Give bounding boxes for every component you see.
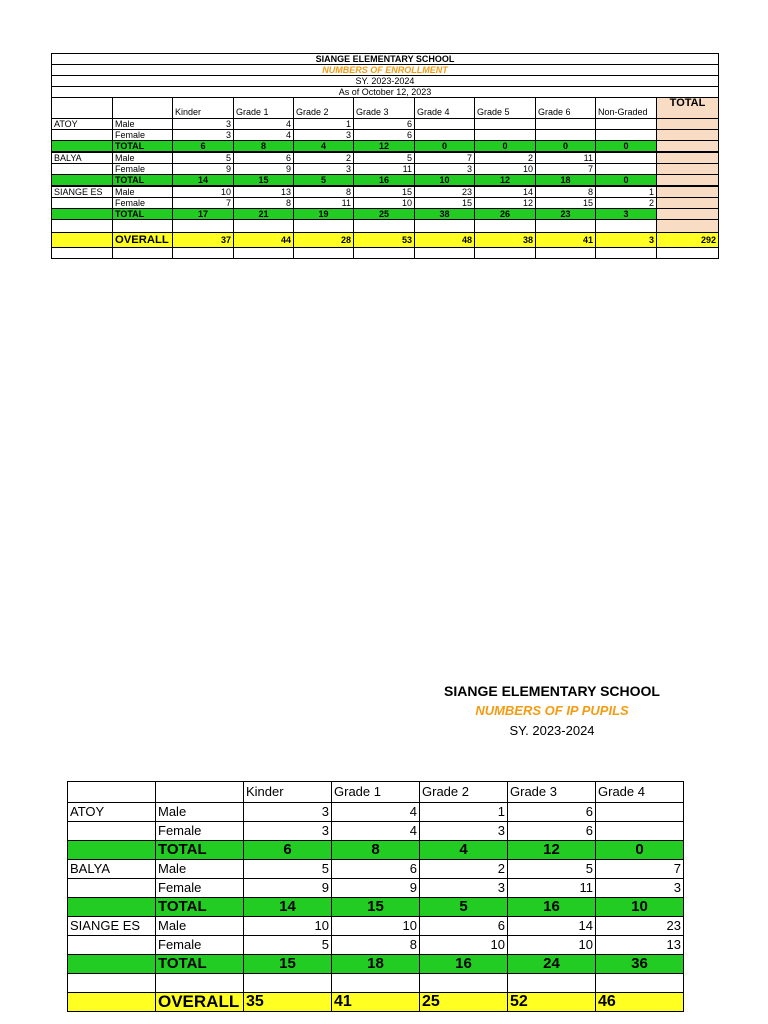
group-total-row bbox=[68, 955, 684, 974]
table-cell bbox=[657, 248, 719, 259]
row-label: Female bbox=[156, 822, 244, 841]
row-label: Male bbox=[113, 119, 173, 130]
value-cell: 36 bbox=[596, 955, 684, 974]
ip-subtitle: NUMBERS OF IP PUPILS bbox=[475, 703, 629, 718]
value-cell: 23 bbox=[536, 209, 596, 220]
value-cell: 6 bbox=[332, 860, 420, 879]
group-name bbox=[68, 898, 156, 917]
value-cell: 6 bbox=[244, 841, 332, 860]
value-cell: 6 bbox=[173, 141, 234, 153]
table-cell bbox=[52, 233, 113, 248]
table-cell bbox=[52, 220, 113, 233]
value-cell: 5 bbox=[294, 175, 354, 187]
row-label: Male bbox=[156, 803, 244, 822]
table-cell bbox=[596, 974, 684, 993]
value-cell: 7 bbox=[596, 860, 684, 879]
value-cell: 3 bbox=[420, 822, 508, 841]
value-cell bbox=[596, 119, 657, 130]
col-header: Grade 3 bbox=[354, 98, 415, 119]
row-label: TOTAL bbox=[113, 175, 173, 187]
table-cell bbox=[332, 974, 420, 993]
value-cell: 9 bbox=[234, 164, 294, 175]
overall-value: 35 bbox=[244, 993, 332, 1012]
value-cell: 5 bbox=[244, 936, 332, 955]
ip-school-name: SIANGE ELEMENTARY SCHOOL bbox=[444, 683, 660, 699]
overall-label: OVERALL bbox=[156, 993, 244, 1012]
value-cell: 7 bbox=[173, 198, 234, 209]
value-cell: 25 bbox=[354, 209, 415, 220]
table-cell bbox=[294, 248, 354, 259]
ip-school-year: SY. 2023-2024 bbox=[509, 723, 595, 738]
table-cell bbox=[415, 248, 475, 259]
col-header: Kinder bbox=[173, 98, 234, 119]
col-header: Non-Graded bbox=[596, 98, 657, 119]
table-row bbox=[68, 803, 684, 822]
value-cell: 10 bbox=[354, 198, 415, 209]
value-cell: 14 bbox=[475, 186, 536, 198]
value-cell: 23 bbox=[415, 186, 475, 198]
overall-value: 38 bbox=[475, 233, 536, 248]
value-cell: 15 bbox=[234, 175, 294, 187]
value-cell: 8 bbox=[332, 936, 420, 955]
row-label: Female bbox=[113, 130, 173, 141]
value-cell: 3 bbox=[294, 164, 354, 175]
enrollment-subtitle: NUMBERS OF ENROLLMENT bbox=[52, 65, 719, 76]
col-header: Kinder bbox=[244, 782, 332, 803]
value-cell: 14 bbox=[508, 917, 596, 936]
value-cell: 15 bbox=[415, 198, 475, 209]
value-cell: 9 bbox=[332, 879, 420, 898]
total-col-cell bbox=[657, 164, 719, 175]
value-cell: 6 bbox=[508, 822, 596, 841]
table-cell bbox=[294, 220, 354, 233]
col-header: Grade 4 bbox=[415, 98, 475, 119]
value-cell: 16 bbox=[508, 898, 596, 917]
value-cell: 5 bbox=[173, 152, 234, 164]
value-cell: 3 bbox=[420, 879, 508, 898]
value-cell: 3 bbox=[173, 130, 234, 141]
value-cell: 6 bbox=[354, 119, 415, 130]
row-label: Male bbox=[156, 860, 244, 879]
row-label: TOTAL bbox=[156, 841, 244, 860]
value-cell: 3 bbox=[596, 209, 657, 220]
enrollment-body bbox=[52, 119, 719, 259]
value-cell: 5 bbox=[508, 860, 596, 879]
ip-pupils-table bbox=[67, 781, 684, 1012]
value-cell: 8 bbox=[294, 186, 354, 198]
value-cell: 9 bbox=[244, 879, 332, 898]
value-cell: 10 bbox=[508, 936, 596, 955]
value-cell: 6 bbox=[234, 152, 294, 164]
table-cell bbox=[354, 220, 415, 233]
table-cell bbox=[244, 974, 332, 993]
blank-row bbox=[52, 220, 719, 233]
value-cell: 13 bbox=[596, 936, 684, 955]
row-label: TOTAL bbox=[113, 209, 173, 220]
table-cell bbox=[596, 248, 657, 259]
enrollment-header-row bbox=[52, 98, 719, 119]
total-col-cell bbox=[657, 175, 719, 187]
table-cell bbox=[508, 974, 596, 993]
value-cell: 2 bbox=[294, 152, 354, 164]
total-col-cell bbox=[657, 119, 719, 130]
group-name bbox=[52, 198, 113, 209]
value-cell: 1 bbox=[294, 119, 354, 130]
value-cell: 18 bbox=[536, 175, 596, 187]
group-name bbox=[68, 955, 156, 974]
table-row bbox=[68, 879, 684, 898]
total-col-cell bbox=[657, 141, 719, 153]
value-cell: 4 bbox=[332, 803, 420, 822]
value-cell: 38 bbox=[415, 209, 475, 220]
value-cell: 10 bbox=[475, 164, 536, 175]
value-cell: 10 bbox=[332, 917, 420, 936]
table-cell bbox=[173, 220, 234, 233]
col-header: Grade 3 bbox=[508, 782, 596, 803]
value-cell: 4 bbox=[234, 119, 294, 130]
total-col-cell bbox=[657, 186, 719, 198]
value-cell: 2 bbox=[420, 860, 508, 879]
total-col-cell bbox=[657, 209, 719, 220]
value-cell: 11 bbox=[354, 164, 415, 175]
value-cell: 1 bbox=[596, 186, 657, 198]
col-header: Grade 6 bbox=[536, 98, 596, 119]
row-label: TOTAL bbox=[113, 141, 173, 153]
col-header: Grade 2 bbox=[420, 782, 508, 803]
table-cell bbox=[536, 220, 596, 233]
row-label: Female bbox=[156, 879, 244, 898]
group-name: ATOY bbox=[52, 119, 113, 130]
value-cell bbox=[596, 164, 657, 175]
overall-label: OVERALL bbox=[113, 233, 173, 248]
value-cell: 9 bbox=[173, 164, 234, 175]
group-name: ATOY bbox=[68, 803, 156, 822]
table-cell bbox=[354, 248, 415, 259]
group-name bbox=[68, 879, 156, 898]
table-cell bbox=[596, 220, 657, 233]
value-cell: 2 bbox=[596, 198, 657, 209]
group-total-row bbox=[52, 141, 719, 153]
value-cell: 12 bbox=[354, 141, 415, 153]
table-cell bbox=[234, 220, 294, 233]
value-cell: 4 bbox=[420, 841, 508, 860]
value-cell: 0 bbox=[415, 141, 475, 153]
group-name bbox=[52, 164, 113, 175]
value-cell bbox=[415, 119, 475, 130]
value-cell: 3 bbox=[415, 164, 475, 175]
row-label: Male bbox=[156, 917, 244, 936]
value-cell: 10 bbox=[244, 917, 332, 936]
value-cell: 15 bbox=[354, 186, 415, 198]
value-cell: 8 bbox=[332, 841, 420, 860]
overall-value: 25 bbox=[420, 993, 508, 1012]
overall-row bbox=[52, 233, 719, 248]
value-cell: 12 bbox=[475, 198, 536, 209]
value-cell: 15 bbox=[332, 898, 420, 917]
total-col-cell bbox=[657, 152, 719, 164]
value-cell: 3 bbox=[244, 803, 332, 822]
group-name: SIANGE ES bbox=[52, 186, 113, 198]
value-cell: 0 bbox=[596, 175, 657, 187]
value-cell: 10 bbox=[173, 186, 234, 198]
overall-value: 37 bbox=[173, 233, 234, 248]
value-cell: 5 bbox=[354, 152, 415, 164]
table-cell bbox=[68, 974, 156, 993]
group-name bbox=[68, 841, 156, 860]
value-cell: 13 bbox=[234, 186, 294, 198]
value-cell: 0 bbox=[475, 141, 536, 153]
value-cell: 10 bbox=[596, 898, 684, 917]
grand-total: 292 bbox=[657, 233, 719, 248]
overall-value: 44 bbox=[234, 233, 294, 248]
table-cell bbox=[536, 248, 596, 259]
value-cell: 0 bbox=[596, 841, 684, 860]
value-cell: 24 bbox=[508, 955, 596, 974]
value-cell: 4 bbox=[234, 130, 294, 141]
value-cell: 1 bbox=[420, 803, 508, 822]
enrollment-school-name: SIANGE ELEMENTARY SCHOOL bbox=[52, 54, 719, 65]
group-name bbox=[68, 822, 156, 841]
table-cell bbox=[52, 248, 113, 259]
overall-value: 41 bbox=[332, 993, 420, 1012]
value-cell: 10 bbox=[415, 175, 475, 187]
row-label: Female bbox=[113, 198, 173, 209]
value-cell bbox=[536, 130, 596, 141]
value-cell: 14 bbox=[173, 175, 234, 187]
value-cell: 4 bbox=[294, 141, 354, 153]
col-header: Grade 2 bbox=[294, 98, 354, 119]
value-cell: 3 bbox=[173, 119, 234, 130]
table-row bbox=[52, 248, 719, 259]
value-cell: 6 bbox=[420, 917, 508, 936]
table-cell bbox=[415, 220, 475, 233]
value-cell bbox=[415, 130, 475, 141]
table-cell bbox=[420, 974, 508, 993]
table-row bbox=[52, 119, 719, 130]
overall-value: 52 bbox=[508, 993, 596, 1012]
value-cell: 8 bbox=[536, 186, 596, 198]
col-header: Grade 1 bbox=[332, 782, 420, 803]
table-cell bbox=[173, 248, 234, 259]
ip-header-row bbox=[68, 782, 684, 803]
value-cell: 26 bbox=[475, 209, 536, 220]
overall-value: 48 bbox=[415, 233, 475, 248]
col-header: Grade 4 bbox=[596, 782, 684, 803]
overall-value: 3 bbox=[596, 233, 657, 248]
group-name bbox=[52, 141, 113, 153]
group-name: SIANGE ES bbox=[68, 917, 156, 936]
value-cell: 19 bbox=[294, 209, 354, 220]
value-cell: 12 bbox=[508, 841, 596, 860]
ip-body bbox=[68, 803, 684, 1012]
value-cell: 23 bbox=[596, 917, 684, 936]
table-row bbox=[52, 152, 719, 164]
value-cell: 16 bbox=[354, 175, 415, 187]
group-name bbox=[52, 130, 113, 141]
value-cell: 14 bbox=[244, 898, 332, 917]
value-cell bbox=[475, 130, 536, 141]
row-label: Female bbox=[156, 936, 244, 955]
row-label: TOTAL bbox=[156, 955, 244, 974]
value-cell: 8 bbox=[234, 198, 294, 209]
enrollment-school-year: SY. 2023-2024 bbox=[52, 76, 719, 87]
total-col-cell bbox=[657, 220, 719, 233]
table-cell bbox=[113, 248, 173, 259]
overall-row bbox=[68, 993, 684, 1012]
value-cell: 8 bbox=[234, 141, 294, 153]
table-cell bbox=[113, 220, 173, 233]
ip-title-block bbox=[412, 681, 692, 741]
value-cell: 15 bbox=[244, 955, 332, 974]
group-name bbox=[68, 936, 156, 955]
table-row bbox=[68, 917, 684, 936]
value-cell: 0 bbox=[596, 141, 657, 153]
value-cell bbox=[536, 119, 596, 130]
group-name bbox=[52, 175, 113, 187]
value-cell: 6 bbox=[354, 130, 415, 141]
overall-value: 53 bbox=[354, 233, 415, 248]
col-header: Grade 5 bbox=[475, 98, 536, 119]
table-cell bbox=[156, 974, 244, 993]
overall-value: 46 bbox=[596, 993, 684, 1012]
value-cell: 16 bbox=[420, 955, 508, 974]
group-name bbox=[52, 209, 113, 220]
col-header: Grade 1 bbox=[234, 98, 294, 119]
value-cell: 3 bbox=[244, 822, 332, 841]
group-total-row bbox=[68, 841, 684, 860]
value-cell: 15 bbox=[536, 198, 596, 209]
row-label: TOTAL bbox=[156, 898, 244, 917]
overall-value: 28 bbox=[294, 233, 354, 248]
blank-row bbox=[68, 974, 684, 993]
row-label: Female bbox=[113, 164, 173, 175]
value-cell: 6 bbox=[508, 803, 596, 822]
total-col-cell bbox=[657, 130, 719, 141]
group-total-row bbox=[52, 175, 719, 187]
table-row bbox=[52, 130, 719, 141]
value-cell: 12 bbox=[475, 175, 536, 187]
value-cell: 5 bbox=[244, 860, 332, 879]
value-cell: 21 bbox=[234, 209, 294, 220]
value-cell: 0 bbox=[536, 141, 596, 153]
value-cell: 10 bbox=[420, 936, 508, 955]
enrollment-as-of-date: As of October 12, 2023 bbox=[52, 87, 719, 98]
table-row bbox=[52, 198, 719, 209]
value-cell: 5 bbox=[420, 898, 508, 917]
value-cell: 17 bbox=[173, 209, 234, 220]
table-cell bbox=[234, 248, 294, 259]
table-row bbox=[68, 860, 684, 879]
value-cell: 7 bbox=[415, 152, 475, 164]
row-label: Male bbox=[113, 152, 173, 164]
table-cell bbox=[68, 993, 156, 1012]
total-col-cell bbox=[657, 198, 719, 209]
value-cell: 3 bbox=[596, 879, 684, 898]
value-cell: 2 bbox=[475, 152, 536, 164]
total-col-header: TOTAL bbox=[657, 98, 719, 119]
group-total-row bbox=[52, 209, 719, 220]
enrollment-table bbox=[51, 53, 719, 259]
value-cell bbox=[596, 152, 657, 164]
value-cell bbox=[475, 119, 536, 130]
value-cell: 3 bbox=[294, 130, 354, 141]
overall-value: 41 bbox=[536, 233, 596, 248]
group-name: BALYA bbox=[68, 860, 156, 879]
value-cell bbox=[596, 130, 657, 141]
value-cell: 11 bbox=[294, 198, 354, 209]
table-row bbox=[68, 822, 684, 841]
value-cell bbox=[596, 822, 684, 841]
table-cell bbox=[475, 220, 536, 233]
value-cell: 11 bbox=[508, 879, 596, 898]
table-row bbox=[52, 186, 719, 198]
value-cell: 7 bbox=[536, 164, 596, 175]
group-name: BALYA bbox=[52, 152, 113, 164]
table-cell bbox=[475, 248, 536, 259]
value-cell bbox=[596, 803, 684, 822]
table-row bbox=[52, 164, 719, 175]
row-label: Male bbox=[113, 186, 173, 198]
table-row bbox=[68, 936, 684, 955]
value-cell: 4 bbox=[332, 822, 420, 841]
value-cell: 18 bbox=[332, 955, 420, 974]
group-total-row bbox=[68, 898, 684, 917]
value-cell: 11 bbox=[536, 152, 596, 164]
